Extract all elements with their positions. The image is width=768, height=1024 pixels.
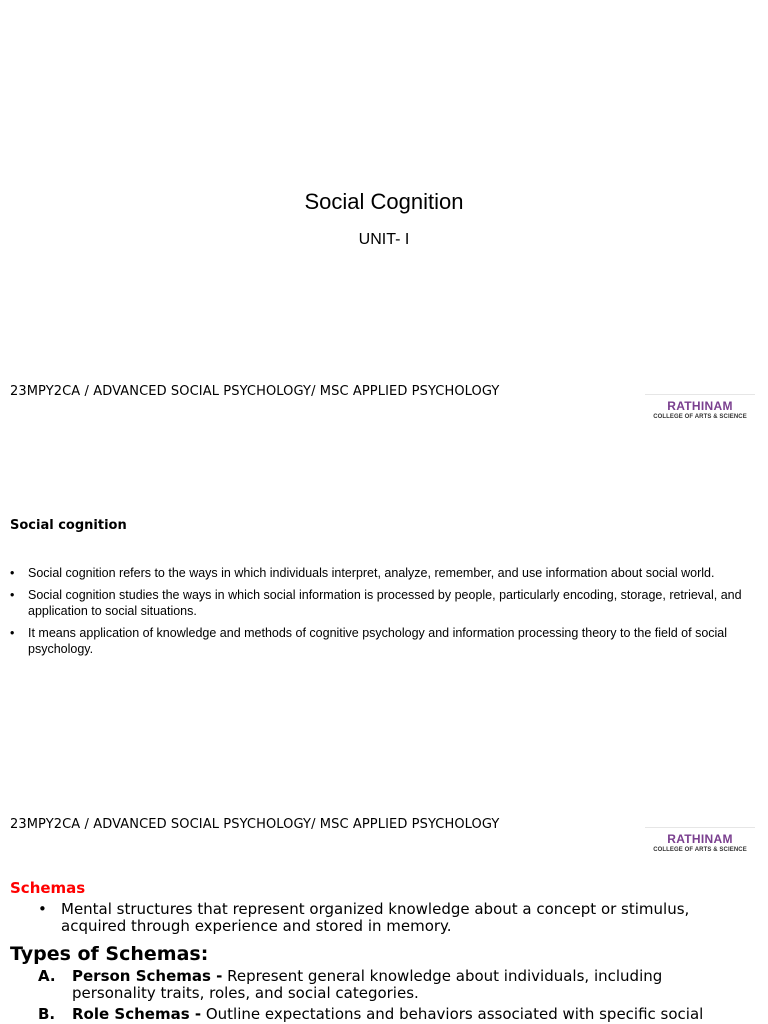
college-logo [645, 827, 755, 860]
logo-name: RATHINAM [667, 399, 733, 413]
bullet-list [10, 565, 745, 663]
bullet-text: Social cognition refers to the ways in which individuals interpret, analyze, remember, and use information about social world. [28, 566, 715, 580]
definition-item [38, 901, 748, 935]
course-footer: 23MPY2CA / ADVANCED SOCIAL PSYCHOLOGY/ MSC APPLIED PSYCHOLOGY [10, 817, 500, 832]
list-letter: A. [38, 967, 56, 985]
types-list [38, 968, 750, 1024]
list-item [10, 587, 745, 619]
course-footer: 23MPY2CA / ADVANCED SOCIAL PSYCHOLOGY/ MSC APPLIED PSYCHOLOGY [10, 384, 500, 399]
list-item [38, 1006, 750, 1023]
types-heading: Types of Schemas: [10, 943, 209, 965]
section-heading: Schemas [10, 879, 86, 897]
type-description: Represent general knowledge about individuals, including personality traits, roles, and social categories. [72, 967, 663, 1002]
logo-subtitle: COLLEGE OF ARTS & SCIENCE [653, 847, 747, 853]
bullet-icon: • [38, 900, 47, 918]
list-item [10, 565, 745, 581]
logo-subtitle: COLLEGE OF ARTS & SCIENCE [653, 414, 747, 420]
slide-title: Social Cognition [304, 189, 464, 214]
type-term: Person Schemas - [72, 967, 223, 985]
section-heading: Social cognition [10, 518, 127, 533]
bullet-icon: • [10, 588, 15, 602]
logo-name: RATHINAM [667, 832, 733, 846]
college-logo [645, 394, 755, 427]
list-item [10, 625, 745, 657]
definition-text: Mental structures that represent organized knowledge about a concept or stimulus, acquired through experience and stored in memory. [61, 900, 690, 935]
list-item [38, 968, 750, 1002]
bullet-text: Social cognition studies the ways in which social information is processed by people, particularly encoding, storage, retrieval, and application to social situations. [28, 588, 742, 618]
bullet-icon: • [10, 566, 15, 580]
type-description: Outline expectations and behaviors associated with specific social [201, 1005, 704, 1023]
type-term: Role Schemas - [72, 1005, 202, 1023]
list-letter: B. [38, 1005, 56, 1023]
bullet-icon: • [10, 626, 15, 640]
bullet-text: It means application of knowledge and methods of cognitive psychology and information processing theory to the field of social psychology. [28, 626, 728, 656]
slide-subtitle: UNIT- I [358, 231, 410, 248]
